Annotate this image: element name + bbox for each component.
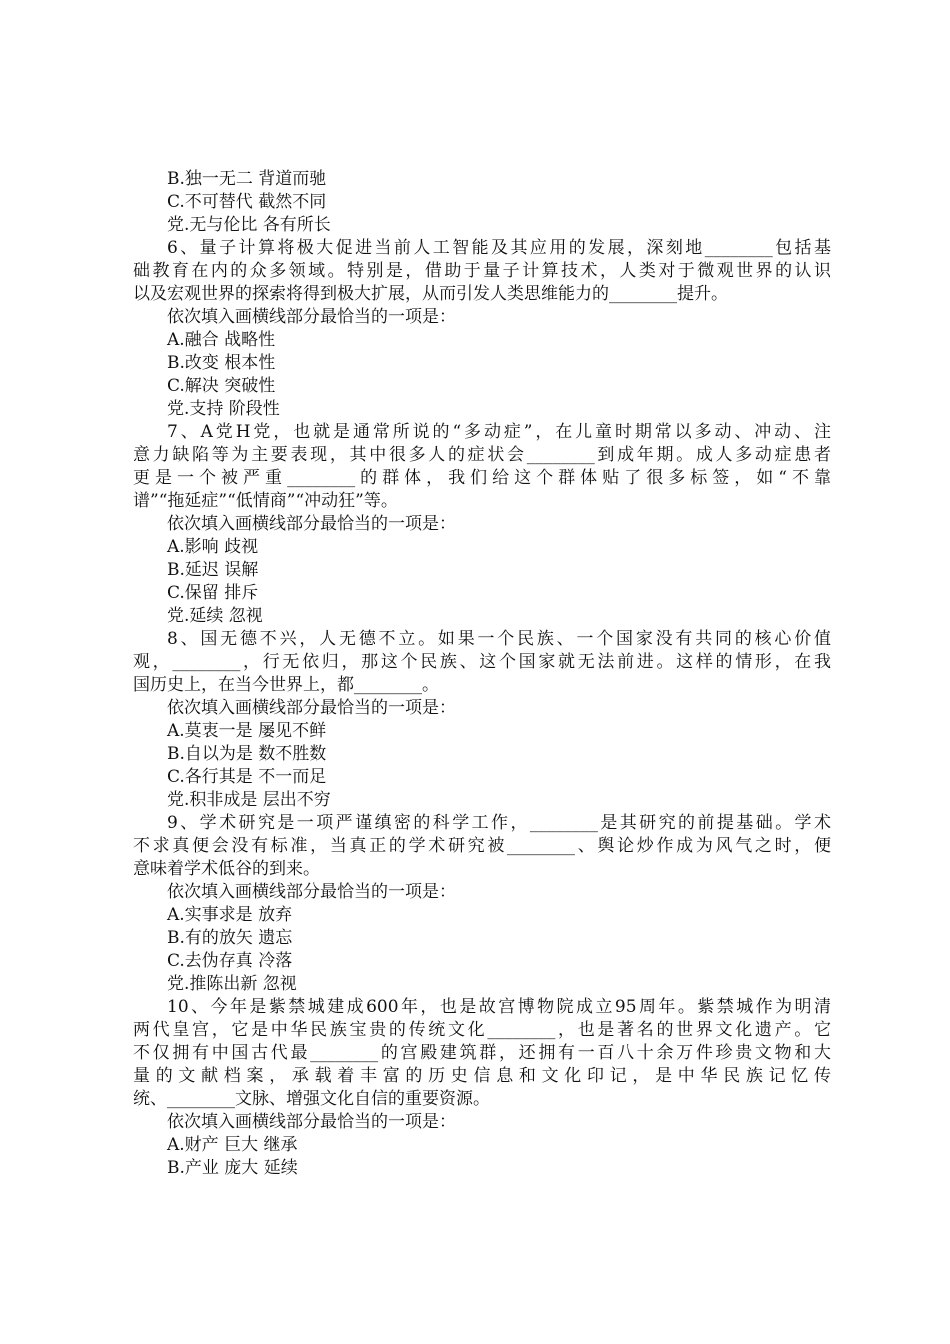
question-prompt: 依次填入画横线部分最恰当的一项是： [167,514,456,534]
option: 党.推陈出新 忽视 [167,974,297,994]
stem-line: 不求真便会没有标准，当真正的学术研究被________、舆论炒作成为风气之时，便 [133,836,831,856]
option: 党.延续 忽视 [167,606,263,626]
stem-line: 量的文献档案，承载着丰富的历史信息和文化印记，是中华民族记忆传 [133,1066,831,1086]
question-10 [133,996,831,1180]
stem-line: 7、A党H党，也就是通常所说的“多动症”，在儿童时期常以多动、冲动、注 [167,422,831,442]
option: B.有的放矢 遗忘 [167,928,293,948]
option: A.实事求是 放弃 [167,905,293,925]
option: B.产业 庞大 延续 [167,1158,298,1178]
option: A.莫衷一是 屡见不鲜 [167,721,327,741]
option: 党.无与伦比 各有所长 [167,215,331,235]
stem-line: 础教育在内的众多领域。特别是，借助于量子计算技术，人类对于微观世界的认识 [133,261,831,281]
question-stem [133,628,831,697]
question-8 [133,628,831,812]
stem-line: 不仅拥有中国古代最________的宫殿建筑群，还拥有一百八十余万件珍贵文物和大 [133,1043,831,1063]
option: B.自以为是 数不胜数 [167,744,327,764]
option: C.解决 突破性 [167,376,276,396]
option: B.独一无二 背道而驰 [167,169,327,189]
question-7 [133,421,831,628]
stem-line: 两代皇宫，它是中华民族宝贵的传统文化________，也是著名的世界文化遗产。它 [133,1020,831,1040]
stem-line: 10、今年是紫禁城建成600年，也是故宫博物院成立95周年。紫禁城作为明清 [167,997,831,1017]
stem-line: 更是一个被严重________的群体，我们给这个群体贴了很多标签，如“不靠 [133,468,831,488]
question-content [133,168,831,1180]
stem-line: 以及宏观世界的探索将得到极大扩展，从而引发人类思维能力的________提升。 [133,284,728,304]
stem-line: 统、________文脉、增强文化自信的重要资源。 [133,1089,490,1109]
question-9 [133,812,831,996]
question-prompt: 依次填入画横线部分最恰当的一项是： [167,698,456,718]
stem-line: 谱”“拖延症”“低情商”“冲动狂”等。 [133,491,398,511]
option: C.各行其是 不一而足 [167,767,327,787]
option: A.融合 战略性 [167,330,276,350]
stem-line: 8、国无德不兴，人无德不立。如果一个民族、一个国家没有共同的核心价值 [167,629,831,649]
stem-line: 意力缺陷等为主要表现，其中很多人的症状会________到成年期。成人多动症患者 [133,445,831,465]
option: A.财产 巨大 继承 [167,1135,298,1155]
option: C.保留 排斥 [167,583,259,603]
option: C.去伪存真 冷落 [167,951,293,971]
question-prompt: 依次填入画横线部分最恰当的一项是： [167,882,456,902]
question-stem [133,237,831,306]
stem-line: 意味着学术低谷的到来。 [133,859,320,879]
stem-line: 观，________，行无依归，那这个民族、这个国家就无法前进。这样的情形，在我 [133,652,831,672]
question-stem [133,812,831,881]
q5-options [133,168,831,237]
stem-line: 9、学术研究是一项严谨缜密的科学工作，________是其研究的前提基础。学术 [167,813,831,833]
option: C.不可替代 截然不同 [167,192,327,212]
question-stem [133,421,831,513]
stem-line: 6、量子计算将极大促进当前人工智能及其应用的发展，深刻地________包括基 [167,238,831,258]
question-prompt: 依次填入画横线部分最恰当的一项是： [167,307,456,327]
option: A.影响 歧视 [167,537,259,557]
question-6 [133,237,831,421]
question-stem [133,996,831,1111]
option: B.延迟 误解 [167,560,259,580]
option: B.改变 根本性 [167,353,276,373]
option: 党.积非成是 层出不穷 [167,790,331,810]
question-prompt: 依次填入画横线部分最恰当的一项是： [167,1112,456,1132]
option: 党.支持 阶段性 [167,399,280,419]
stem-line: 国历史上，在当今世界上，都________。 [133,675,439,695]
